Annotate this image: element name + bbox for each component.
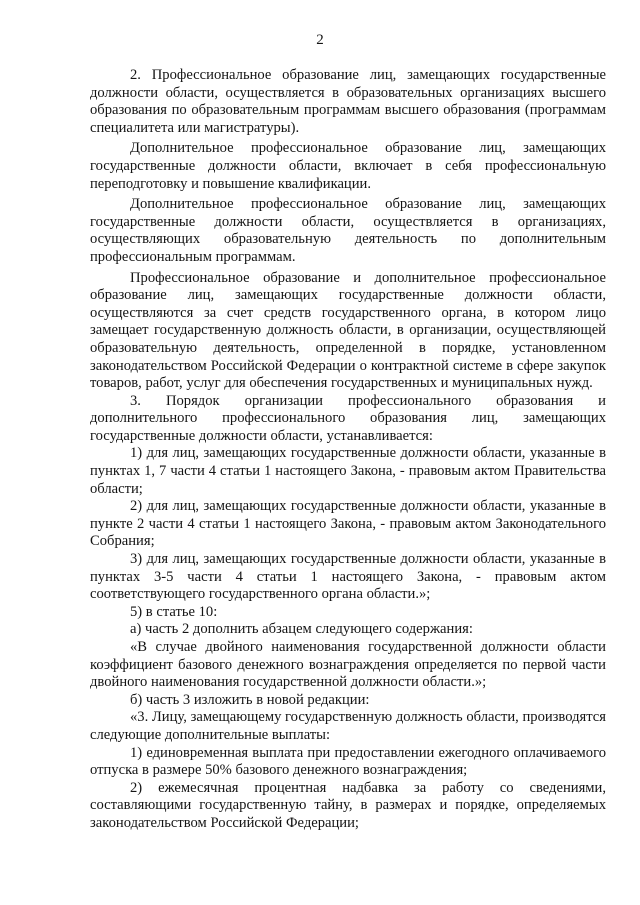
paragraph: Дополнительное профессиональное образование лиц, замещающих государственные должности области, включает в себя профессиональную переподготовку и повышение квалификации. xyxy=(90,140,606,192)
list-item: 1) для лиц, замещающих государственные должности области, указанные в пунктах 1, 7 части 4 статьи 1 настоящего Закона, - правовым актом Правительства области; xyxy=(90,445,606,497)
list-item: 3) для лиц, замещающих государственные должности области, указанные в пунктах 3-5 части 4 статьи 1 настоящего Закона, - правовым актом соответствующего государственного органа области.»; xyxy=(90,551,606,603)
document-body xyxy=(90,67,606,833)
paragraph: 2. Профессиональное образование лиц, замещающих государственные должности области, осуществляется в образовательных организациях высшего образования по образовательным программам высшего образования (программам специалитета или магистратуры). xyxy=(90,67,606,136)
paragraph: 3. Порядок организации профессионального образования и дополнительного профессионального образования лиц, замещающих государственные должности области, устанавливается: xyxy=(90,392,606,444)
paragraph: Дополнительное профессиональное образование лиц, замещающих государственные должности области, осуществляется в организациях, осуществляющих образовательную деятельность по дополнительным профессиональным программам. xyxy=(90,196,606,265)
list-item: 2) для лиц, замещающих государственные должности области, указанные в пункте 2 части 4 статьи 1 настоящего Закона, - правовым актом Законодательного Собрания; xyxy=(90,498,606,550)
paragraph: б) часть 3 изложить в новой редакции: xyxy=(130,691,370,708)
paragraph: «3. Лицу, замещающему государственную должность области, производятся следующие дополнительные выплаты: xyxy=(90,709,606,743)
paragraph: «В случае двойного наименования государственной должности области коэффициент базового денежного вознаграждения определяется по первой части двойного наименования государственной должности области.»; xyxy=(90,639,606,691)
list-item: 1) единовременная выплата при предоставлении ежегодного оплачиваемого отпуска в размере 50% базового денежного вознаграждения; xyxy=(90,744,606,779)
paragraph: а) часть 2 дополнить абзацем следующего содержания: xyxy=(130,621,473,638)
paragraph: Профессиональное образование и дополнительное профессиональное образование лиц, замещающих государственные должности области, осуществляются за счет средств государственного органа, в котором лицо замещает государственную должность области, в организации, осуществляющей образовательную деятельность, определенной в порядке, установленном законодательством Российской Федерации о контрактной системе в сфере закупок товаров, работ, услуг для обеспечения государственных и муниципальных нужд. xyxy=(90,269,606,392)
page-number: 2 xyxy=(316,32,324,48)
list-item: 2) ежемесячная процентная надбавка за работу со сведениями, составляющими государственную тайну, в размерах и порядке, определяемых законодательством Российской Федерации; xyxy=(90,779,606,831)
paragraph: 5) в статье 10: xyxy=(130,603,218,620)
